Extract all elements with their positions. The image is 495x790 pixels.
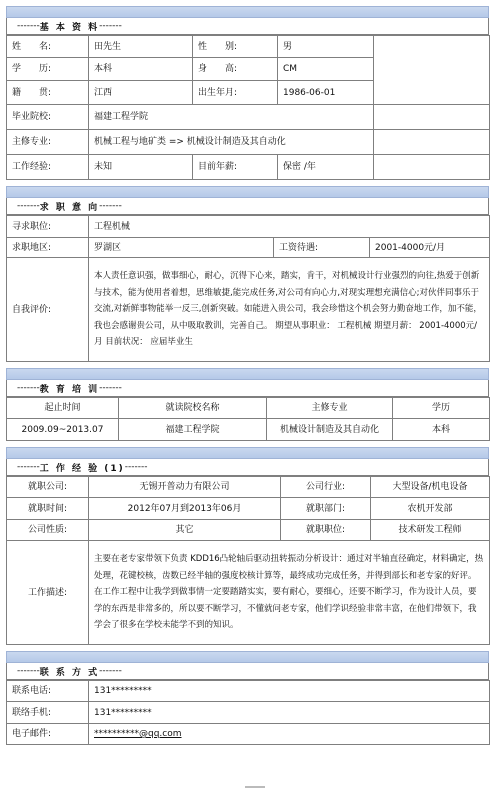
value-department: 农机开发部 [371, 498, 490, 520]
label-area: 求职地区: [7, 238, 89, 258]
label-mobile: 联络手机: [7, 702, 89, 724]
header-school: 就读院校名称 [119, 398, 267, 419]
value-position: 工程机械 [89, 216, 490, 238]
empty-cell [374, 155, 490, 180]
label-height: 身 高: [193, 58, 278, 81]
page-bottom-marker [245, 786, 265, 788]
label-company: 就职公司: [7, 477, 89, 498]
edu-school: 福建工程学院 [119, 419, 267, 441]
label-position: 寻求职位: [7, 216, 89, 238]
label-pay: 工资待遇: [274, 238, 370, 258]
edu-period: 2009.09~2013.07 [7, 419, 119, 441]
value-work-time: 2012年07月到2013年06月 [89, 498, 281, 520]
label-origin: 籍 贯: [7, 81, 89, 105]
label-department: 就职部门: [281, 498, 371, 520]
label-job-title: 就职职位: [281, 520, 371, 541]
label-experience: 工作经验: [7, 155, 89, 180]
value-education: 本科 [89, 58, 193, 81]
label-major: 主修专业: [7, 130, 89, 155]
label-birth: 出生年月: [193, 81, 278, 105]
value-height: CM [278, 58, 374, 81]
section-title-education: ------- 教 育 培 训 ------- [6, 380, 489, 397]
value-email[interactable] [89, 724, 490, 745]
value-company-type: 其它 [89, 520, 281, 541]
section-title-basic: ------- 基 本 资 料 ------- [6, 18, 489, 35]
label-education: 学 历: [7, 58, 89, 81]
value-area: 罗湖区 [89, 238, 274, 258]
email-link[interactable]: **********@qq.com [94, 729, 182, 739]
value-job-title: 技术研发工程师 [371, 520, 490, 541]
label-industry: 公司行业: [281, 477, 371, 498]
value-gender: 男 [278, 36, 374, 58]
label-phone: 联系电话: [7, 681, 89, 702]
header-major: 主修专业 [267, 398, 393, 419]
value-phone: 131********* [89, 681, 490, 702]
header-period: 起止时间 [7, 398, 119, 419]
photo-cell [374, 36, 490, 105]
label-work-description: 工作描述: [7, 541, 89, 645]
edu-major: 机械设计制造及其自动化 [267, 419, 393, 441]
resume-page [6, 6, 489, 745]
section-band [6, 186, 489, 198]
edu-degree: 本科 [393, 419, 490, 441]
value-work-description: 主要在老专家带领下负责 KDD16凸轮轴后驱动扭转振动分析设计：通过对半轴直径确定，材料确定，热处理，花键校核，齿数已经半轴的强度校核计算等，最终成功完成任务，并得到部长和老专家的好评。在工作工程中让我学到做事情一定要踏踏实实，要有耐心，要细心，还要不断学习，作为设计人员，要学的东西是非常多的，所以要不断学习，不懂就问老专家，他们学识经验非常丰富，在他们带领下，我学会了很多在学校未能学不到的知识。 [89, 541, 490, 645]
label-name: 姓 名: [7, 36, 89, 58]
value-school: 福建工程学院 [89, 105, 374, 130]
intent-table [6, 215, 490, 362]
label-school: 毕业院校: [7, 105, 89, 130]
value-name: 田先生 [89, 36, 193, 58]
label-self-evaluation: 自我评价: [7, 258, 89, 362]
section-title-work: ------- 工 作 经 验 (1) ------- [6, 459, 489, 476]
section-band [6, 651, 489, 663]
value-self-evaluation: 本人责任意识强，做事细心，耐心，沉得下心来，踏实，肯干，对机械设计行业强烈的向往,热爱于创新与技术，能为使用者着想，思维敏捷,能完成任务,对公司有向心力,对现实理想充满信心;对伙伴同事乐于交流,对新鲜事物能举一反三,创新突破。如能进入贵公司，我会珍惜这个机会努力勤奋地工作，加不能，我也会感谢贵公司，从中吸取教训，完善自己。 期望从事职业： 工程机械 期望月薪： 2001-4000元/月 目前状况： 应届毕业生 [89, 258, 490, 362]
label-email: 电子邮件: [7, 724, 89, 745]
empty-cell [374, 105, 490, 130]
work-table [6, 476, 490, 645]
empty-cell [374, 130, 490, 155]
section-title-intent: ------- 求 职 意 向 ------- [6, 198, 489, 215]
label-gender: 性 别: [193, 36, 278, 58]
value-company: 无锡开普动力有限公司 [89, 477, 281, 498]
value-origin: 江西 [89, 81, 193, 105]
label-salary: 目前年薪: [193, 155, 278, 180]
section-band [6, 368, 489, 380]
label-work-time: 就职时间: [7, 498, 89, 520]
value-mobile: 131********* [89, 702, 490, 724]
value-birth: 1986-06-01 [278, 81, 374, 105]
header-degree: 学历 [393, 398, 490, 419]
section-band [6, 447, 489, 459]
basic-info-table [6, 35, 490, 180]
value-industry: 大型设备/机电设备 [371, 477, 490, 498]
section-title-contact: ------- 联 系 方 式 ------- [6, 663, 489, 680]
section-band [6, 6, 489, 18]
contact-table [6, 680, 490, 745]
education-table [6, 397, 490, 441]
value-salary: 保密 /年 [278, 155, 374, 180]
value-major: 机械工程与地矿类 => 机械设计制造及其自动化 [89, 130, 374, 155]
value-experience: 未知 [89, 155, 193, 180]
label-company-type: 公司性质: [7, 520, 89, 541]
value-pay: 2001-4000元/月 [370, 238, 490, 258]
